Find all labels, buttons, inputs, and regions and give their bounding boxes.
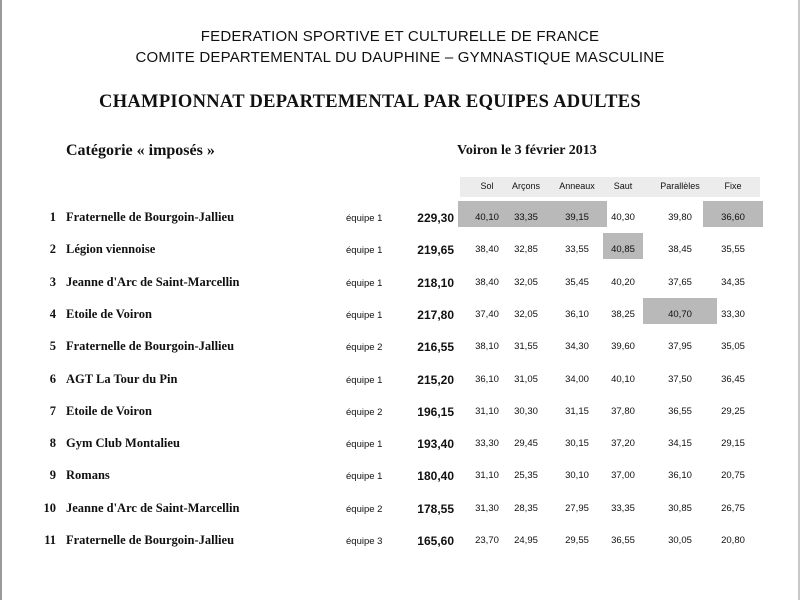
- committee-heading: COMITE DEPARTEMENTAL DU DAUPHINE – GYMNASTIQUE MASCULINE: [135, 49, 665, 66]
- score-cell-best: 33,35: [502, 201, 550, 227]
- rank-cell: 8: [49, 436, 56, 450]
- team-cell: équipe 2: [346, 342, 383, 353]
- rank-cell: 3: [49, 275, 56, 289]
- total-cell: 193,40: [417, 437, 454, 451]
- score-cell: 34,30: [565, 341, 589, 352]
- team-cell: équipe 3: [346, 536, 383, 547]
- rank-cell: 6: [49, 372, 56, 386]
- score-cell: 31,30: [475, 503, 499, 514]
- score-cell: 23,70: [475, 535, 499, 546]
- score-cell: 31,15: [565, 406, 589, 417]
- score-cell: 38,40: [475, 244, 499, 255]
- team-cell: équipe 1: [346, 439, 383, 450]
- score-cell: 36,10: [475, 374, 499, 385]
- rank-cell: 7: [49, 404, 56, 418]
- score-cell: 24,95: [514, 535, 538, 546]
- score-cell: 31,55: [514, 341, 538, 352]
- score-cell: 37,95: [668, 341, 692, 352]
- score-cell: 20,75: [721, 470, 745, 481]
- score-cell: 28,35: [514, 503, 538, 514]
- rank-cell: 10: [43, 501, 56, 515]
- score-cell: 29,55: [565, 535, 589, 546]
- score-cell: 25,35: [514, 470, 538, 481]
- score-cell: 30,10: [565, 470, 589, 481]
- score-cell: 30,85: [668, 503, 692, 514]
- score-cell: 37,00: [611, 470, 635, 481]
- score-cell: 30,05: [668, 535, 692, 546]
- score-cell: 40,30: [611, 212, 635, 223]
- score-cell: 30,15: [565, 438, 589, 449]
- score-cell: 32,85: [514, 244, 538, 255]
- table-row: [0, 208, 800, 228]
- score-cell: 30,30: [514, 406, 538, 417]
- score-cell: 33,35: [611, 503, 635, 514]
- total-cell: 180,40: [417, 469, 454, 483]
- category-label: Catégorie « imposés »: [66, 142, 215, 159]
- score-cell-best: 40,70: [643, 298, 717, 324]
- score-cell-best: 40,10: [458, 201, 516, 227]
- rank-cell: 11: [44, 533, 56, 547]
- score-cell: 38,10: [475, 341, 499, 352]
- score-cell: 39,60: [611, 341, 635, 352]
- table-row: [0, 531, 800, 551]
- score-cell: 32,05: [514, 309, 538, 320]
- column-header: Saut: [613, 181, 633, 191]
- team-cell: équipe 1: [346, 471, 383, 482]
- table-row: [0, 305, 800, 325]
- total-cell: 216,55: [417, 340, 454, 354]
- score-cell: 34,35: [721, 277, 745, 288]
- score-cell: 31,05: [514, 374, 538, 385]
- score-cell: 38,45: [668, 244, 692, 255]
- table-row: [0, 499, 800, 519]
- score-cell: 35,55: [721, 244, 745, 255]
- score-cell: 20,80: [721, 535, 745, 546]
- rank-cell: 9: [49, 468, 56, 482]
- score-cell: 40,20: [611, 277, 635, 288]
- club-cell: Etoile de Voiron: [66, 404, 152, 418]
- rank-cell: 5: [49, 339, 56, 353]
- column-header: Anneaux: [559, 181, 595, 191]
- club-cell: Etoile de Voiron: [66, 307, 152, 321]
- column-header: Parallèles: [660, 181, 700, 191]
- team-cell: équipe 1: [346, 310, 383, 321]
- club-cell: Jeanne d'Arc de Saint-Marcellin: [66, 275, 240, 289]
- column-header: Arçons: [511, 181, 540, 191]
- score-cell: 35,45: [565, 277, 589, 288]
- team-cell: équipe 1: [346, 245, 383, 256]
- score-cell: 34,00: [565, 374, 589, 385]
- club-cell: Légion viennoise: [66, 242, 156, 256]
- score-cell-best: 39,15: [547, 201, 607, 227]
- score-cell: 33,30: [721, 309, 745, 320]
- score-cell: 36,10: [565, 309, 589, 320]
- total-cell: 215,20: [417, 373, 454, 387]
- score-cell: 37,65: [668, 277, 692, 288]
- score-cell-best: 36,60: [703, 201, 763, 227]
- score-cell: 40,10: [611, 374, 635, 385]
- score-cell: 39,80: [668, 212, 692, 223]
- table-row: [0, 370, 800, 390]
- score-cell: 35,05: [721, 341, 745, 352]
- score-cell: 37,80: [611, 406, 635, 417]
- table-row: [0, 466, 800, 486]
- total-cell: 219,65: [417, 243, 454, 257]
- federation-heading: FEDERATION SPORTIVE ET CULTURELLE DE FRANCE: [200, 28, 600, 45]
- score-cell: 29,15: [721, 438, 745, 449]
- championship-title: CHAMPIONNAT DEPARTEMENTAL PAR EQUIPES ADULTES: [99, 92, 641, 112]
- total-cell: 218,10: [417, 276, 454, 290]
- club-cell: Fraternelle de Bourgoin-Jallieu: [66, 210, 235, 224]
- total-cell: 196,15: [417, 405, 454, 419]
- team-cell: équipe 2: [346, 504, 383, 515]
- score-cell-best: 40,85: [603, 233, 643, 259]
- rank-cell: 1: [49, 210, 56, 224]
- team-cell: équipe 1: [346, 213, 383, 224]
- club-cell: Fraternelle de Bourgoin-Jallieu: [66, 339, 235, 353]
- score-cell: 29,25: [721, 406, 745, 417]
- table-row: [0, 337, 800, 357]
- score-cell: 34,15: [668, 438, 692, 449]
- score-cell: 31,10: [475, 406, 499, 417]
- score-cell: 31,10: [475, 470, 499, 481]
- score-cell: 33,30: [475, 438, 499, 449]
- team-cell: équipe 2: [346, 407, 383, 418]
- table-row: [0, 402, 800, 422]
- rank-cell: 4: [49, 307, 56, 321]
- table-row: [0, 240, 800, 260]
- score-cell: 38,25: [611, 309, 635, 320]
- table-row: [0, 434, 800, 454]
- score-cell: 27,95: [565, 503, 589, 514]
- score-cell: 37,40: [475, 309, 499, 320]
- score-cell: 36,55: [611, 535, 635, 546]
- club-cell: Romans: [66, 468, 110, 482]
- team-cell: équipe 1: [346, 278, 383, 289]
- score-cell: 33,55: [565, 244, 589, 255]
- total-cell: 178,55: [417, 502, 454, 516]
- score-cell: 32,05: [514, 277, 538, 288]
- rank-cell: 2: [49, 242, 56, 256]
- score-cell: 38,40: [475, 277, 499, 288]
- club-cell: Gym Club Montalieu: [66, 436, 180, 450]
- score-cell: 37,50: [668, 374, 692, 385]
- venue-date: Voiron le 3 février 2013: [457, 143, 597, 158]
- score-cell: 36,10: [668, 470, 692, 481]
- club-cell: Jeanne d'Arc de Saint-Marcellin: [66, 501, 240, 515]
- score-cell: 29,45: [514, 438, 538, 449]
- score-cell: 37,20: [611, 438, 635, 449]
- team-cell: équipe 1: [346, 375, 383, 386]
- column-header: Sol: [480, 181, 494, 191]
- club-cell: AGT La Tour du Pin: [66, 372, 178, 386]
- total-cell: 217,80: [417, 308, 454, 322]
- total-cell: 229,30: [417, 211, 454, 225]
- club-cell: Fraternelle de Bourgoin-Jallieu: [66, 533, 235, 547]
- score-cell: 36,45: [721, 374, 745, 385]
- column-header: Fixe: [724, 181, 742, 191]
- score-cell: 36,55: [668, 406, 692, 417]
- total-cell: 165,60: [417, 534, 454, 548]
- score-cell: 26,75: [721, 503, 745, 514]
- table-row: [0, 273, 800, 293]
